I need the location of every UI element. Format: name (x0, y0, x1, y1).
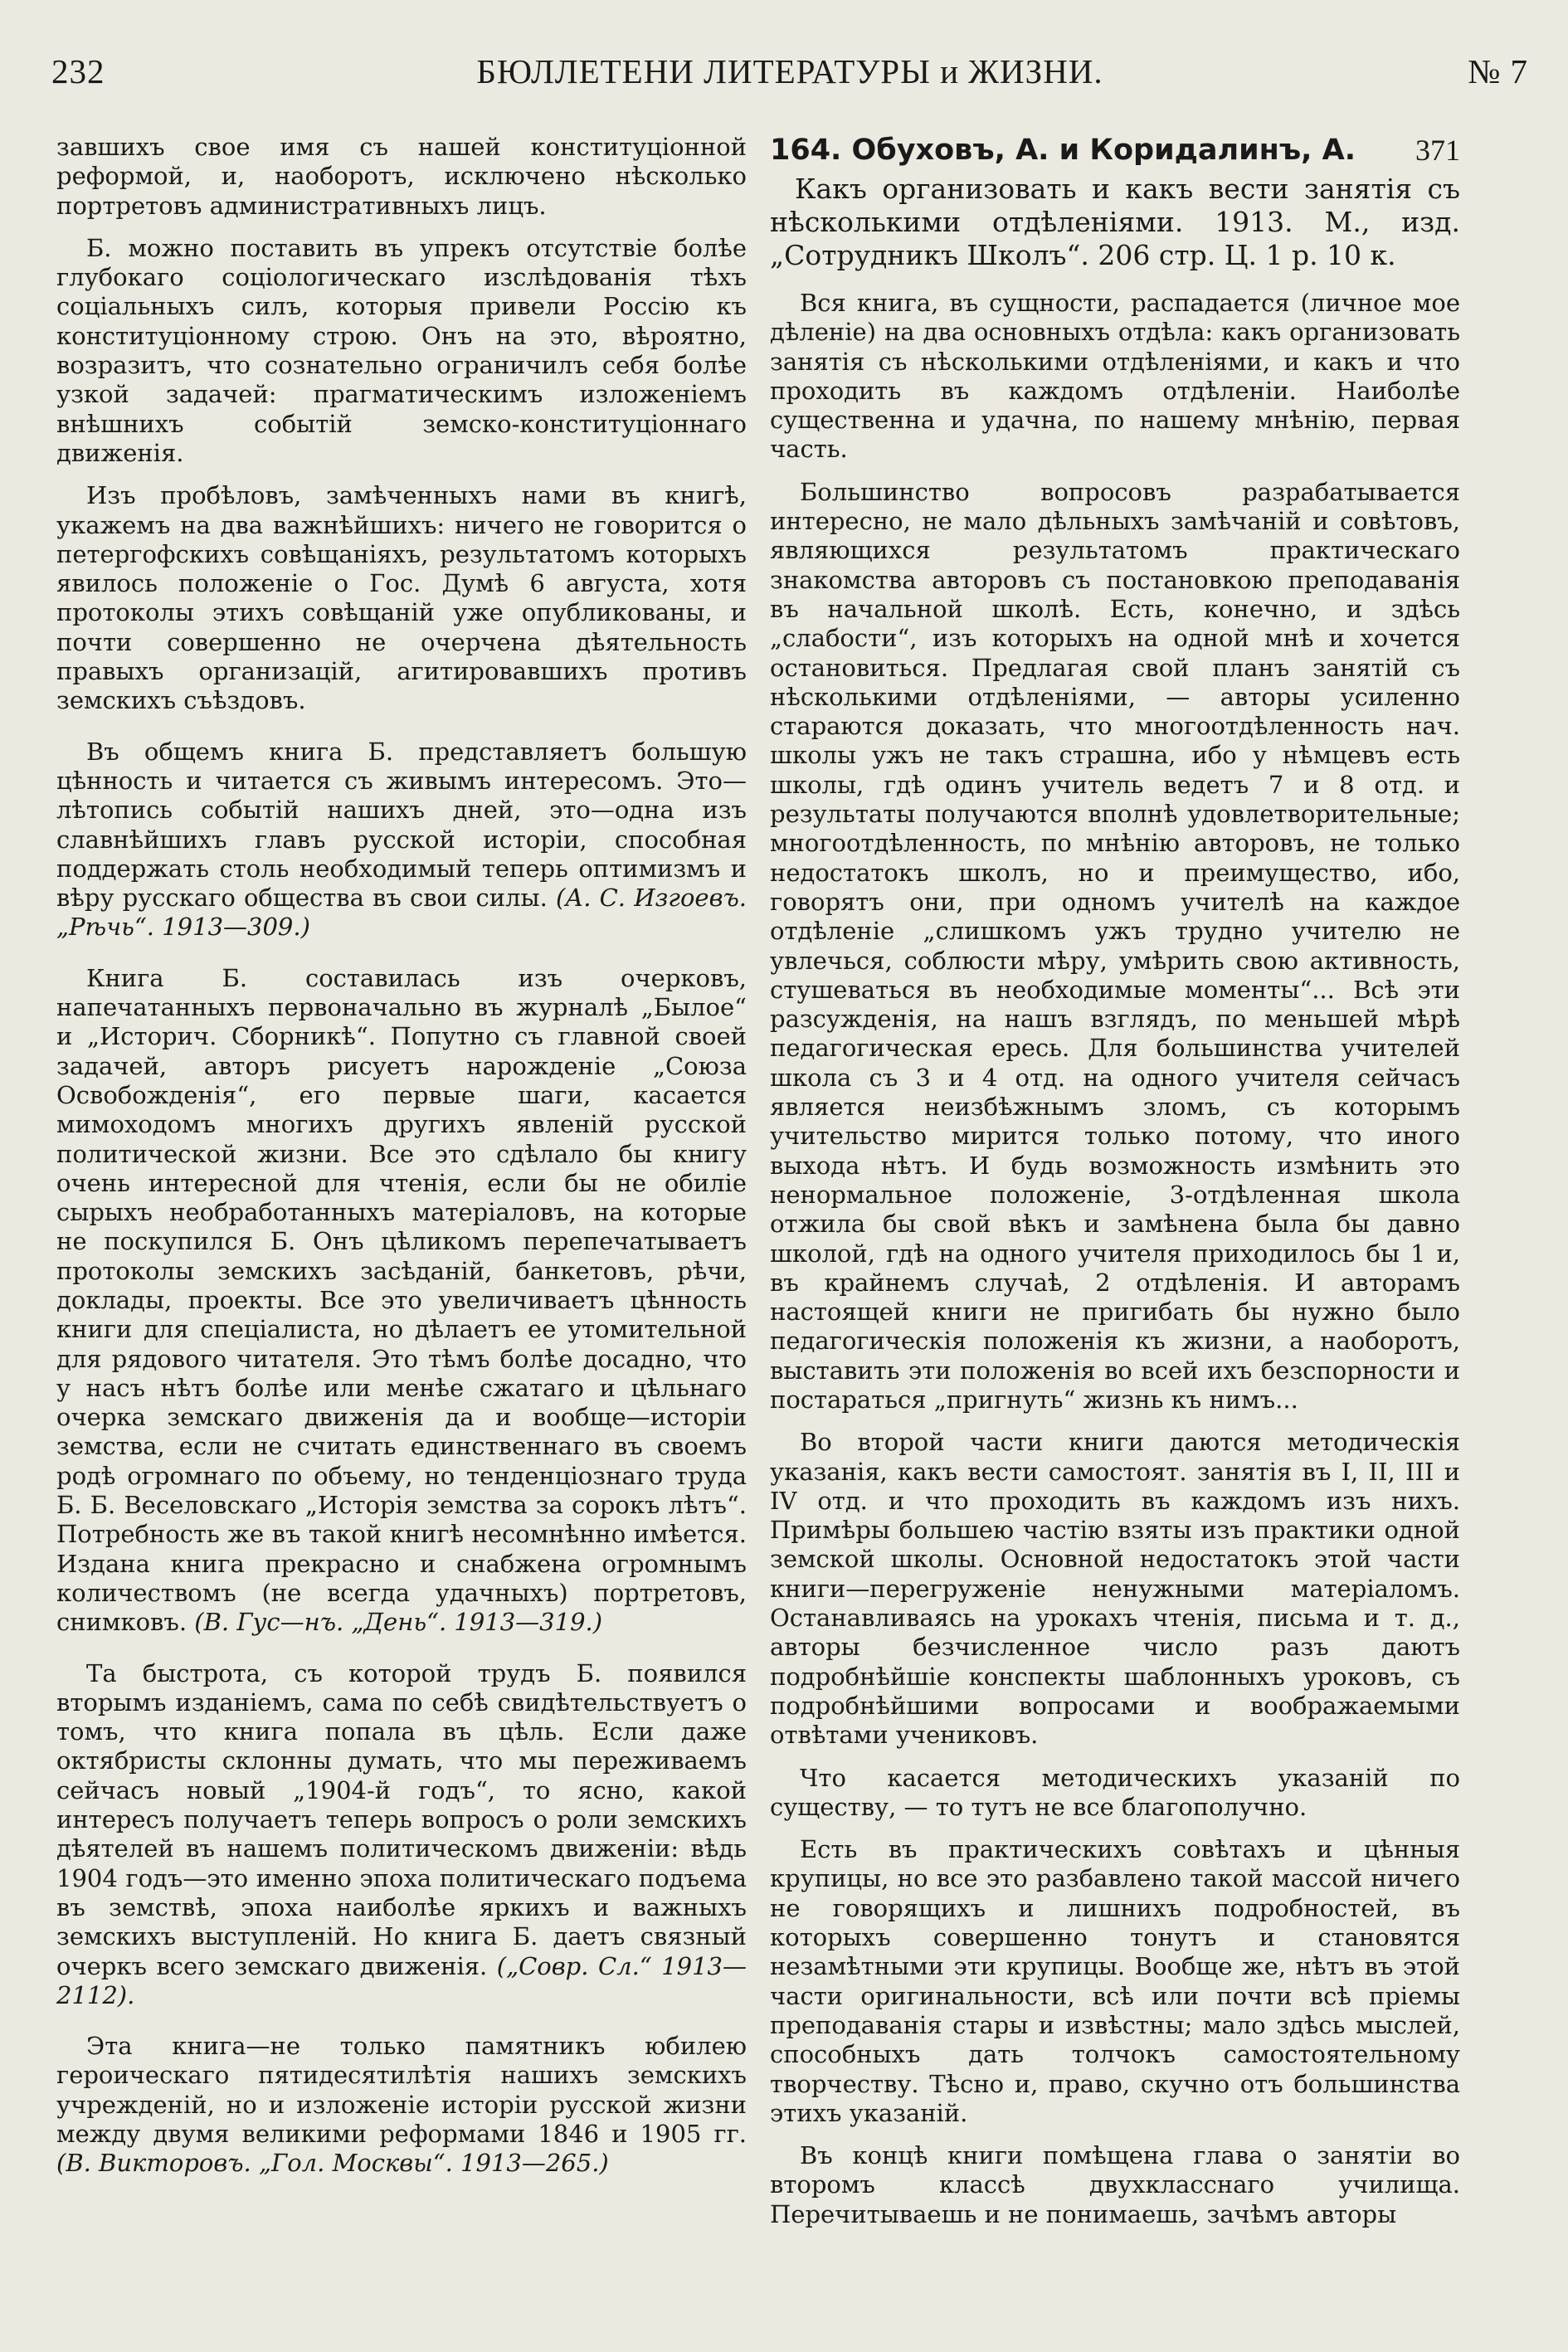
paragraph: Вся книга, въ сущности, распадается (личное мое дѣленіе) на два основныхъ отдѣла: какъ организовать занятія съ нѣсколькими отдѣленіями, и какъ и что проходить въ каждомъ отдѣленіи. Наиболѣе существенна и удачна, по нашему мнѣнію, первая часть. (770, 289, 1460, 464)
quote-text: Въ общемъ книга Б. представляетъ большую цѣнность и читается съ живымъ интересомъ. Это—лѣтопись событій нашихъ дней, это—одна изъ славнѣйшихъ главъ русской исторіи, способная поддержать столь необходимый теперь оптимизмъ и вѣру русскаго общества въ свои силы. (56, 737, 747, 913)
book-description: Какъ организовать и какъ вести занятія съ нѣсколькими отдѣленіями. 1913. М., изд. „Сотрудникъ Школъ“. 206 стр. Ц. 1 р. 10 к. (770, 173, 1460, 271)
review-quote (56, 2032, 747, 2178)
citation: (В. Гус—нъ. „День“. 1913—319.) (194, 1608, 603, 1637)
entry-heading (770, 133, 1460, 168)
quote-text: Книга Б. составилась изъ очерковъ, напечатанныхъ первоначально въ журналѣ „Былое“ и „Историч. Сборникѣ“. Попутно съ главной своей задачей, авторъ рисуетъ нарожденіе „Союза Освобожденія“, его первые шаги, касается мимоходомъ многихъ другихъ явленій русской политической жизни. Все это сдѣлало бы книгу очень интересной для чтенія, если бы не обиліе сырыхъ необработанныхъ матеріаловъ, на которые не поскупился Б. Онъ цѣликомъ перепечатываетъ протоколы земскихъ засѣданій, банкетовъ, рѣчи, доклады, проекты. Все это увеличиваетъ цѣнность книги для спеціалиста, но дѣлаетъ ее утомительной для рядового читателя. Это тѣмъ болѣе досадно, что у насъ нѣтъ болѣе или менѣе сжатаго и цѣльнаго очерка земскаго движенія да и вообще—исторіи земства, если не считать единственнаго въ своемъ родѣ огромнаго по объему, но тенденціознаго труда Б. Б. Веселовскаго „Исторія земства за сорокъ лѣтъ“. Потребность же въ такой книгѣ несомнѣнно имѣется. Издана книга прекрасно и снабжена огромнымъ количествомъ (не всегда удачныхъ) портретовъ, снимковъ. (56, 963, 747, 1637)
running-header (51, 51, 1528, 95)
left-column (56, 133, 747, 2192)
quote-text: Эта книга—не только памятникъ юбилею героическаго пятидесятилѣтія нашихъ земскихъ учрежденій, но и изложеніе исторіи русской жизни между двумя великими реформами 1846 и 1905 гг. (56, 2032, 747, 2148)
paragraph: Въ концѣ книги помѣщена глава о занятіи во второмъ классѣ двухкласснаго училища. Перечитываешь и не понимаешь, зачѣмъ авторы (770, 2141, 1460, 2228)
right-column (770, 133, 1460, 2242)
quote-text: Та быстрота, съ которой трудъ Б. появился вторымъ изданіемъ, сама по себѣ свидѣтельствуетъ о томъ, что книга попала въ цѣль. Если даже октябристы склонны думать, что мы переживаемъ сейчасъ новый „1904-й годъ“, то ясно, какой интересъ получаетъ теперь вопросъ о роли земскихъ дѣятелей въ нашемъ политическомъ движеніи: вѣдь 1904 годъ—это именно эпоха политическаго подъема въ земствѣ, эпоха наиболѣе яркихъ и важныхъ земскихъ выступленій. Но книга Б. даетъ связный очеркъ всего земскаго движенія. (56, 1658, 747, 1980)
paragraph: Б. можно поставить въ упрекъ отсутствіе болѣе глубокаго соціологическаго изслѣдованія тѣхъ соціальныхъ силъ, которыя привели Россію къ конституціонному строю. Онъ на это, вѣроятно, возразитъ, что сознательно ограничилъ себя болѣе узкой задачей: прагматическимъ изложеніемъ внѣшнихъ событій земско-конституціоннаго движенія. (56, 233, 747, 467)
paragraph: Есть въ практическихъ совѣтахъ и цѣнныя крупицы, но все это разбавлено такой массой ничего не говорящихъ и лишнихъ подробностей, въ которыхъ совершенно тонутъ и становятся незамѣтными эти крупицы. Вообще же, нѣтъ въ этой части оригинальности, всѣ или почти всѣ пріемы преподаванія стары и извѣстны; мало здѣсь мыслей, способныхъ дать толчокъ самостоятельному творчеству. Тѣсно и, право, скучно отъ большинства этихъ указаній. (770, 1835, 1460, 2127)
citation: (В. Викторовъ. „Гол. Москвы“. 1913—265.) (56, 2149, 609, 2178)
paragraph: Изъ пробѣловъ, замѣченныхъ нами въ книгѣ, укажемъ на два важнѣйшихъ: ничего не говорится о петергофскихъ совѣщаніяхъ, результатомъ которыхъ явилось положеніе о Гос. Думѣ 6 августа, хотя протоколы этихъ совѣщаній уже опубликованы, и почти совершенно не очерчена дѣятельность правыхъ организацій, агитировавшихъ противъ земскихъ съѣздовъ. (56, 481, 747, 715)
citation: (А. С. Изгоевъ. „Рѣчь“. 1913—309.) (56, 884, 747, 942)
review-quote (56, 964, 747, 1638)
paragraph: Большинство вопросовъ разрабатывается интересно, не мало дѣльныхъ замѣчаній и совѣтовъ, являющихся результатомъ практическаго знакомства авторовъ съ постановкою преподаванія въ начальной школѣ. Есть, конечно, и здѣсь „слабости“, изъ которыхъ на одной мнѣ и хочется остановиться. Предлагая свой планъ занятій съ нѣсколькими отдѣленіями, — авторы усиленно стараются доказать, что многоотдѣленность нач. школы ужъ не такъ страшна, ибо у нѣмцевъ есть школы, гдѣ одинъ учитель ведетъ 7 и 8 отд. и результаты получаются вполнѣ удовлетворительные; многоотдѣленность, по мнѣнію авторовъ, не только недостатокъ школъ, но и преимущество, ибо, говорятъ они, при одномъ учителѣ на каждое отдѣленіе „слишкомъ ужъ трудно учителю не увлечься, соблюсти мѣру, умѣрить свою активность, стушеваться въ необходимые моменты“... Всѣ эти разсужденія, на нашъ взглядъ, по меньшей мѣрѣ педагогическая ересь. Для большинства учителей школа съ 3 и 4 отд. на одного учителя сейчасъ является неизбѣжнымъ зломъ, съ которымъ учительство мирится только потому, что иного выхода нѣтъ. И будь возможность измѣнить это ненормальное положеніе, 3-отдѣленная школа отжила бы свой вѣкъ и замѣнена была бы давно школой, гдѣ на одного учителя приходилось бы 1 и, въ крайнемъ случаѣ, 2 отдѣленія. И авторамъ настоящей книги не пригибать бы нужно было педагогическія положенія къ жизни, а наоборотъ, выставить эти положенія во всей ихъ безспорности и постараться „пригнуть“ жизнь къ нимъ... (770, 477, 1460, 1414)
issue-number: № 7 (1468, 52, 1528, 90)
page-number: 232 (51, 52, 105, 90)
entry-number: 371 (1415, 134, 1460, 167)
review-quote (56, 738, 747, 942)
review-quote (56, 1659, 747, 2011)
paragraph: Что касается методическихъ указаній по существу, — то тутъ не все благополучно. (770, 1763, 1460, 1821)
paragraph: Во второй части книги даются методическія указанія, какъ вести самостоят. занятія въ I, II, III и IV отд. и что проходить въ каждомъ изъ нихъ. Примѣры большею частію взяты изъ практики одной земской школы. Основной недостатокъ этой части книги—перегруженіе ненужными матеріаломъ. Останавливаясь на урокахъ чтенія, письма и т. д., авторы безчисленное число разъ даютъ подробнѣйшіе конспекты шаблонныхъ уроковъ, съ подробнѣйшими вопросами и воображаемыми отвѣтами учениковъ. (770, 1428, 1460, 1750)
entry-authors: 164. Обуховъ, А. и Коридалинъ, А. (770, 134, 1356, 167)
citation: („Совр. Сл.“ 1913—2112). (56, 1951, 747, 2009)
paragraph: завшихъ свое имя съ нашей конституціонной реформой, и, наоборотъ, исключено нѣсколько портретовъ административныхъ лицъ. (56, 133, 747, 220)
journal-title: БЮЛЛЕТЕНИ ЛИТЕРАТУРЫ и ЖИЗНИ. (476, 52, 1103, 90)
